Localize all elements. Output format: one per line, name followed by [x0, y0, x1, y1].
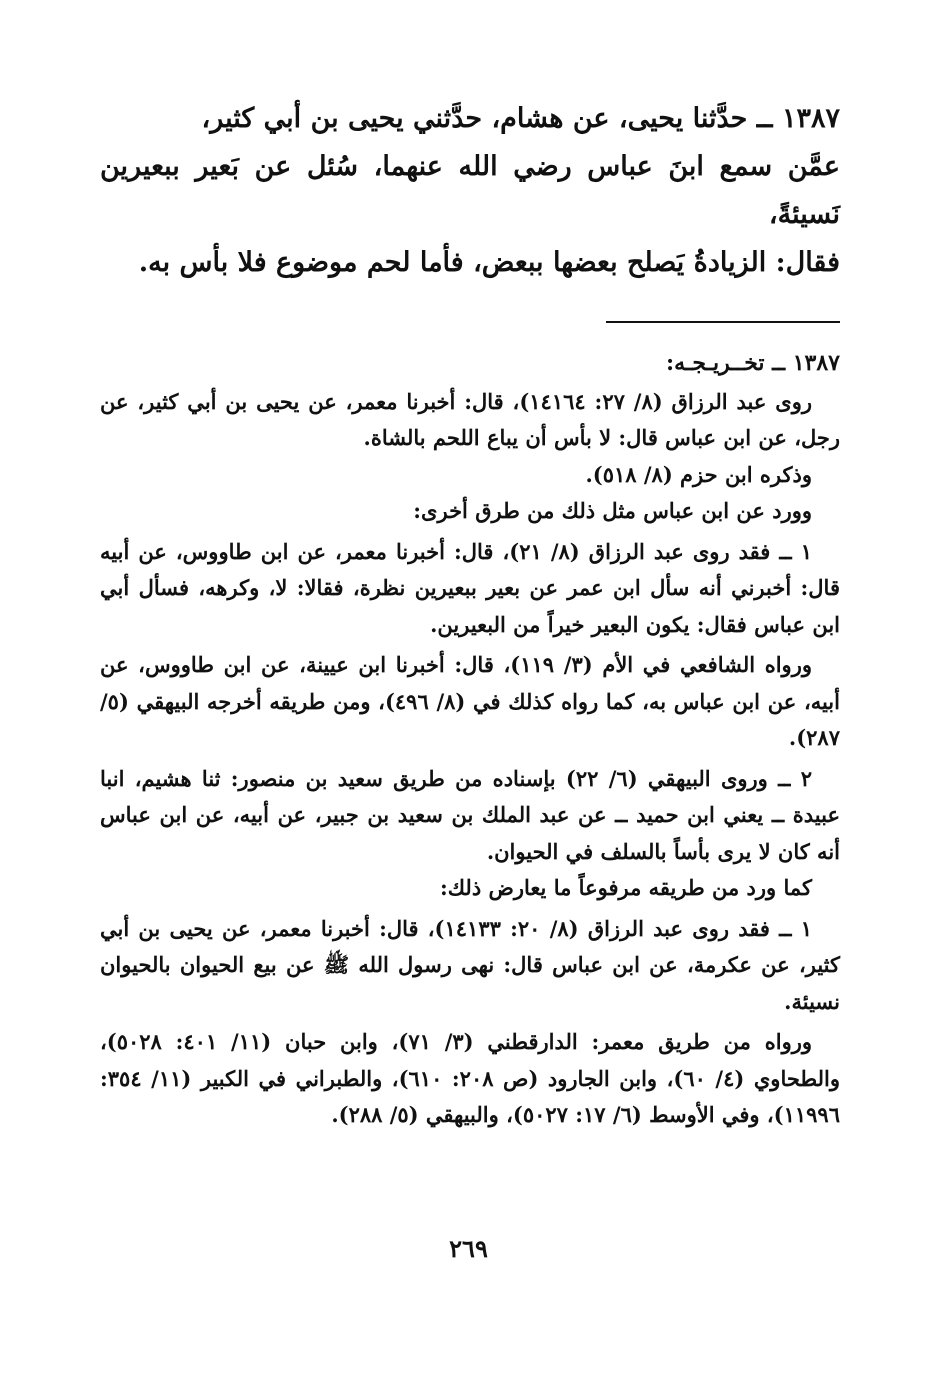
- takhrij-paragraph: ٢ ــ وروى البيهقي (٦/ ٢٢) بإسناده من طريق سعيد بن منصور: ثنا هشيم، انبا عبيدة ــ يعني ابن حميد ــ عن عبد الملك بن سعيد بن جبير، عن أبيه، عن ابن عباس أنه كان لا يرى بأساً بالسلف في الحيوان.: [100, 765, 840, 864]
- takhrij-paragraph: كما ورد من طريقه مرفوعاً ما يعارض ذلك:: [439, 875, 812, 900]
- takhrij-paragraph: وذكره ابن حزم (٨/ ٥١٨).: [585, 461, 812, 487]
- takhrij-paragraph: ١ ــ فقد روى عبد الرزاق (٨/ ٢١)، قال: أخبرنا معمر، عن ابن طاووس، عن أبيه قال: أخبرني أنه سأل ابن عمر عن بعير ببعيرين نظرة، فقالا: لا، وكرهه، فسأل أبي ابن عباس فقال: يكون البعير خيراً من البعيرين.: [100, 538, 840, 637]
- takhrij-paragraph: وورد عن ابن عباس مثل ذلك من طرق أخرى:: [413, 498, 812, 523]
- takhrij-paragraph: روى عبد الرزاق (٨/ ٢٧: ١٤١٦٤)، قال: أخبرنا معمر، عن يحيى بن أبي كثير، عن رجل، عن ابن عباس قال: لا بأس أن يباع اللحم بالشاة.: [100, 388, 840, 450]
- takhrij-paragraph: ورواه من طريق معمر: الدارقطني (٣/ ٧١)، وابن حبان (١١/ ٤٠١: ٥٠٢٨)، والطحاوي (٤/ ٦٠)، وابن الجارود (ص ٢٠٨: ٦١٠)، والطبراني في الكبير (١١/ ٣٥٤: ١١٩٩٦)، وفي الأوسط (٦/ ١٧: ٥٠٢٧)، والبيهقي (٥/ ٢٨٨).: [100, 1029, 840, 1127]
- book-page: [100, 95, 840, 1134]
- footnote-divider: [606, 321, 840, 323]
- takhrij-section: [100, 345, 840, 1134]
- hadith-text: [100, 95, 840, 287]
- takhrij-heading: ١٣٨٧ ــ تخــريـجـه:: [666, 350, 840, 376]
- hadith-line: عمَّن سمع ابنَ عباس رضي الله عنهما، سُئل عن بَعير ببعيرين نَسيئةً،: [100, 151, 840, 230]
- hadith-line: فقال: الزيادةُ يَصلح بعضها ببعض، فأما لحم موضوع فلا بأس به.: [138, 247, 840, 278]
- takhrij-paragraph: ورواه الشافعي في الأم (٣/ ١١٩)، قال: أخبرنا ابن عيينة، عن ابن طاووس، عن أبيه، عن ابن عباس به، كما رواه كذلك في (٨/ ٤٩٦)، ومن طريقه أخرجه البيهقي (٥/ ٢٨٧).: [100, 652, 840, 750]
- page-number: ٢٦٩: [449, 1234, 488, 1263]
- takhrij-paragraph: ١ ــ فقد روى عبد الرزاق (٨/ ٢٠: ١٤١٣٣)، قال: أخبرنا معمر، عن يحيى بن أبي كثير، عن عكرمة، عن ابن عباس قال: نهى رسول الله ﷺ عن بيع الحيوان بالحيوان نسيئة.: [100, 915, 840, 1014]
- hadith-line: ١٣٨٧ ــ حدَّثنا يحيى، عن هشام، حدَّثني يحيى بن أبي كثير،: [201, 103, 840, 134]
